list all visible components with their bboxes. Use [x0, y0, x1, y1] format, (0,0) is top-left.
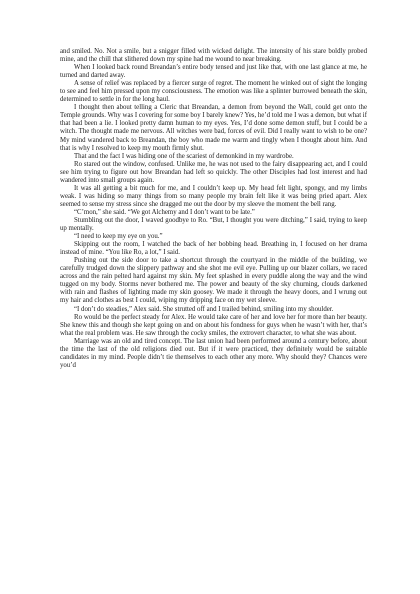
document-page [60, 48, 367, 370]
paragraph: Ro would be the perfect steady for Alex. He would take care of her and love her for more than her beauty. She knew this and though she kept going on and on about his fondness for guys when he wasn’t with her, that’s what the real problem was. He saw through the cocky smiles, the extrovert character, to what she was about. [60, 313, 367, 337]
paragraph: Marriage was an old and tired concept. The last union had been performed around a century before, about the time the last of the old religions died out. But if it were practiced, they definitely would be suitable candidates in my mind. People didn’t tie themselves to each other any more. Why should they? Chances were you’d [60, 337, 367, 369]
paragraph: “I need to keep my eye on you.” [74, 233, 163, 241]
paragraph: When I looked back round Breandan’s entire body tensed and just like that, with one last glance at me, he turned and darted away. [60, 64, 367, 80]
paragraph: “I don’t do steadies,” Alex said. She strutted off and I trailed behind, smiling into my shoulder. [74, 305, 334, 313]
paragraph: I thought then about telling a Cleric that Breandan, a demon from beyond the Wall, could get onto the Temple grounds. Why was I covering for some boy I barely knew? Yes, he’d told me I was a demon, but what if that had been a lie. I looked pretty damn human to my eyes. Yes, I’d done some demon stuff, but I could be a witch. The thought made me nervous. All witches were bad, forces of evil. Did I really want to wish to be one? My mind wandered back to Breandan, the boy who made me warm and tingly when I thought about him. And that is why I resolved to keep my mouth firmly shut. [60, 104, 367, 152]
paragraph: “C’mon,” she said. “We got Alchemy and I don’t want to be late.” [74, 208, 255, 216]
paragraph: It was all getting a bit much for me, and I couldn’t keep up. My head felt light, spongy, and my limbs weak. I was hiding so many things from so many people my brain felt like it was being pried apart. Alex seemed to sense my stress since she dragged me out the door by my sleeve the moment the bell rang. [60, 184, 367, 208]
paragraph: Skipping out the room, I watched the back of her bobbing head. Breathing in, I focused on her drama instead of mine. “You like Ro, a lot,” I said. [60, 241, 367, 257]
paragraph: That and the fact I was hiding one of the scariest of demonkind in my wardrobe. [74, 152, 294, 160]
paragraph: Ro stared out the window, confused. Unlike me, he was not used to the fairy disappearing act, and I could see him trying to figure out how Breandan had left so quickly. The other Disciples had lost interest and had wandered into small groups again. [60, 160, 367, 184]
paragraph: Stumbling out the door, I waved goodbye to Ro. “But, I thought you were ditching,” I said, trying to keep up mentally. [60, 216, 367, 233]
paragraph: A sense of relief was replaced by a fiercer surge of regret. The moment he winked out of sight the longing to see and feel him pressed upon my consciousness. The emotion was like a splinter burrowed beneath the skin, determined to settle in for the long haul. [60, 80, 367, 104]
paragraph: Pushing out the side door to take a shortcut through the courtyard in the middle of the building, we carefully trudged down the slippery pathway and she shot me evil eye. Pulling up our blazer collars, we raced across and the rain pelted hard against my skin. My feet splashed in every puddle along the way and the wind tugged on my body. Storms never bothered me. The power and beauty of the sky churning, clouds darkened with rain and flashes of lighting made my skin goosey. We made it through the heavy doors, and I wrung out my hair and clothes as best I could, wiping my dripping face on my wet sleeve. [60, 257, 367, 305]
paragraph: and smiled. No. Not a smile, but a snigger filled with wicked delight. The intensity of his stare boldly probed mine, and the chill that slithered down my spine had me wound to near breaking. [60, 48, 367, 64]
